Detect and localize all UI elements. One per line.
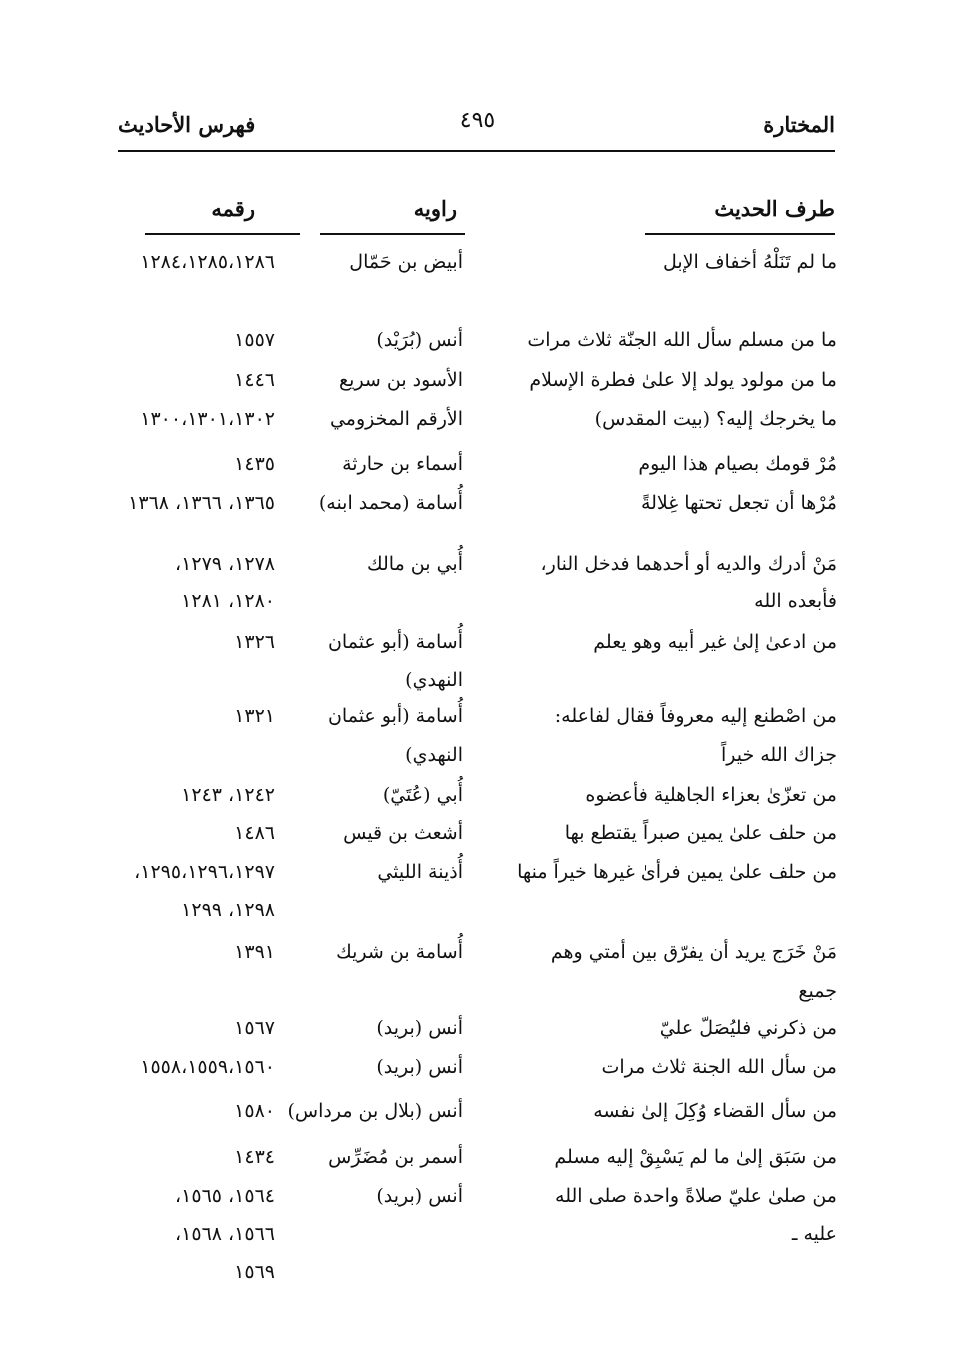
page-number: ٤٩٥ <box>459 108 496 133</box>
hadith-text: مَنْ أدرك والديه أو أحدهما فدخل النار، <box>540 553 837 575</box>
narrator: أُسامة (أبو عثمان <box>327 705 463 727</box>
hadith-text: من صلىٰ عليّ صلاةً واحدة صلى الله <box>555 1185 837 1207</box>
hadith-numbers-continuation: ١٢٩٨، ١٢٩٩ <box>181 899 275 921</box>
hadith-text: من سَبَق إلىٰ ما لم يَسْبِقْ إليه مسلم <box>554 1146 837 1168</box>
narrator: أُبي بن مالك <box>366 553 463 575</box>
hadith-numbers: ١٣٢١ <box>234 705 275 727</box>
hadith-numbers: ١٣٩١ <box>234 941 275 963</box>
hadith-text: من حلف علىٰ يمين فرأىٰ غيرها خيراً منها <box>517 861 837 883</box>
hadith-numbers: ١٥٥٧ <box>234 329 275 351</box>
hadith-numbers: ١٤٣٥ <box>234 453 275 475</box>
hadith-text: من حلف علىٰ يمين صبراً يقتطع بها <box>564 822 837 844</box>
hadith-text-continuation: فأبعده الله <box>754 590 837 612</box>
column-header-text: طرف الحديث <box>714 196 835 221</box>
hadith-text: مَنْ خَرَج يريد أن يفرّق بين أمتي وهم <box>550 941 837 963</box>
column-rule-text <box>645 233 835 235</box>
hadith-text-continuation: جميع <box>798 980 837 1002</box>
hadith-numbers-continuation: ١٢٨٠، ١٢٨١ <box>181 590 275 612</box>
hadith-numbers: ١٣٦٥، ١٣٦٦، ١٣٦٨ <box>128 492 275 514</box>
book-title: المختارة <box>763 112 835 137</box>
hadith-numbers: ١٥٨٠ <box>234 1100 275 1122</box>
hadith-numbers: ١٥٦٤، ١٥٦٥، <box>175 1185 275 1207</box>
hadith-numbers: ١٢٤٢، ١٢٤٣ <box>181 784 275 806</box>
narrator: أنس (بلال بن مرداس) <box>287 1100 463 1122</box>
narrator: أُسامة (محمد ابنه) <box>318 492 463 514</box>
hadith-numbers: ١٤٨٦ <box>234 822 275 844</box>
narrator: أسماء بن حارثة <box>342 453 463 475</box>
narrator: أُبي (عُتَيّ) <box>382 784 463 806</box>
narrator: أُسامة بن شريك <box>336 941 463 963</box>
hadith-text: ما من مولود يولد إلا علىٰ فطرة الإسلام <box>529 369 837 391</box>
hadith-text: من سأل القضاء وُكِلَ إلىٰ نفسه <box>593 1100 837 1122</box>
narrator: أُسامة (أبو عثمان <box>327 631 463 653</box>
hadith-text-continuation: جزاك الله خيراً <box>720 744 837 766</box>
narrator: أُذينة الليثي <box>377 861 463 883</box>
hadith-text: مُرْها أن تجعل تحتها غِلالةً <box>640 492 837 514</box>
hadith-text: ما من مسلم سأل الله الجنّة ثلاث مرات <box>527 329 837 351</box>
narrator: أنس (بريد) <box>376 1056 463 1078</box>
narrator: أبيض بن حَمّال <box>349 251 463 273</box>
narrator-continuation: النهدي) <box>405 669 463 691</box>
hadith-text: ما لم تَنَلْهُ أخفاف الإبل <box>663 251 837 273</box>
hadith-numbers: ١٢٧٨، ١٢٧٩، <box>175 553 275 575</box>
hadith-text-continuation: عليه ـ <box>791 1223 837 1245</box>
hadith-numbers: ١٢٨٤،١٢٨٥،١٢٨٦ <box>140 251 275 273</box>
narrator: أسمر بن مُضَرِّس <box>328 1146 463 1168</box>
hadith-text: من تعزّىٰ بعزاء الجاهلية فأعضوه <box>585 784 837 806</box>
hadith-numbers: ١٣٠٠،١٣٠١،١٣٠٢ <box>140 408 275 430</box>
hadith-numbers: ١٣٢٦ <box>234 631 275 653</box>
narrator: الأسود بن سريع <box>339 369 463 391</box>
narrator: أنس (بُرَيْد) <box>376 329 463 351</box>
hadith-numbers-continuation: ١٥٦٦، ١٥٦٨، <box>175 1223 275 1245</box>
narrator: أنس (بريد) <box>376 1185 463 1207</box>
column-header-number: رقمه <box>211 196 255 221</box>
hadith-numbers: ١٢٩٥،١٢٩٦،١٢٩٧، <box>134 861 275 883</box>
section-title: فهرس الأحاديث <box>118 112 256 137</box>
narrator: أنس (بريد) <box>376 1017 463 1039</box>
narrator-continuation: النهدي) <box>405 744 463 766</box>
hadith-numbers: ١٤٣٤ <box>234 1146 275 1168</box>
header-rule <box>118 150 835 152</box>
hadith-text: مُرْ قومك بصيام هذا اليوم <box>638 453 837 475</box>
column-rule-number <box>145 233 300 235</box>
column-rule-narrator <box>320 233 465 235</box>
narrator: الأرقم المخزومي <box>329 408 463 430</box>
hadith-text: من سأل الله الجنة ثلاث مرات <box>601 1056 837 1078</box>
hadith-text: ما يخرجك إليه؟ (بيت المقدس) <box>594 408 837 430</box>
hadith-numbers: ١٥٥٨،١٥٥٩،١٥٦٠ <box>140 1056 275 1078</box>
hadith-numbers-continuation: ١٥٦٩ <box>234 1261 275 1283</box>
column-header-narrator: راويه <box>413 196 457 221</box>
narrator: أشعث بن قيس <box>343 822 463 844</box>
hadith-numbers: ١٥٦٧ <box>234 1017 275 1039</box>
hadith-text: من اصْطنع إليه معروفاً فقال لفاعله: <box>554 705 837 727</box>
hadith-numbers: ١٤٤٦ <box>234 369 275 391</box>
hadith-text: من ادعىٰ إلىٰ غير أبيه وهو يعلم <box>593 631 837 653</box>
hadith-text: من ذكرني فليُصَلّ عليّ <box>659 1017 837 1039</box>
